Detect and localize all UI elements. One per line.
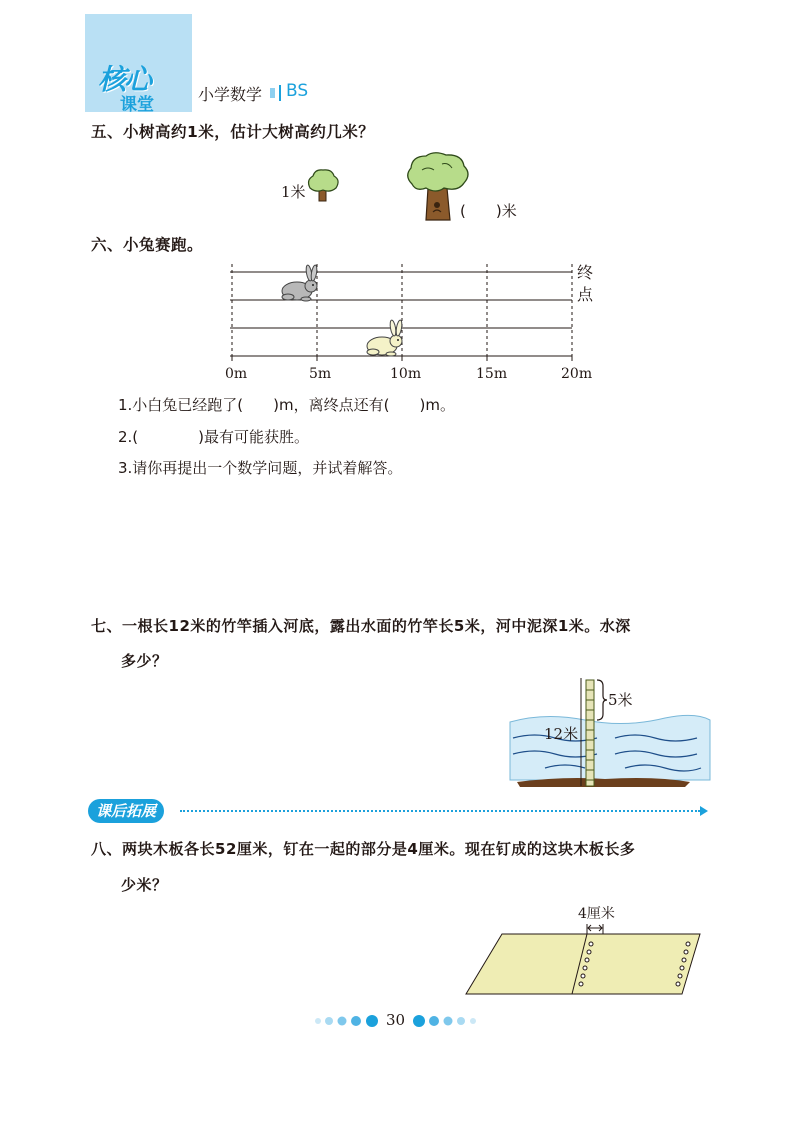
q7-title-line1: 七、一根长12米的竹竿插入河底，露出水面的竹竿长5米，河中泥深1米。水深 [91, 617, 631, 635]
tick-label-10: 10m [390, 366, 422, 382]
grey-rabbit-icon [282, 265, 318, 301]
brace-5m [597, 680, 607, 720]
page-number: 30 [386, 1011, 406, 1029]
header-divider-icon [270, 88, 275, 98]
wooden-boards-diagram [460, 918, 710, 998]
overlap-label: 4厘米 [578, 906, 615, 922]
finish-label: 终点 [577, 263, 594, 304]
big-tree-answer[interactable]: ( )米 [460, 202, 517, 220]
section-arrow-icon [700, 806, 708, 816]
header-subject: 小学数学 [198, 85, 263, 104]
header [0, 0, 800, 115]
q6-title: 六、小兔赛跑。 [91, 236, 204, 254]
q8-title-line2: 少米？ [121, 876, 168, 894]
tick-label-20: 20m [561, 366, 593, 382]
tick-label-0: 0m [225, 366, 248, 382]
header-divider-bar [279, 85, 281, 101]
footer-dots-right-icon [412, 1014, 482, 1028]
q6-subquestion-1: 1.小白兔已经跑了( )m，离终点还有( )m。 [118, 396, 455, 414]
q8-title-line1: 八、两块木板各长52厘米，钉在一起的部分是4厘米。现在钉成的这块木板长多 [91, 840, 636, 858]
tick-label-5: 5m [309, 366, 332, 382]
header-edition: BS [286, 81, 309, 101]
q6-subquestion-3: 3.请你再提出一个数学问题，并试着解答。 [118, 459, 403, 477]
q6-subquestion-2: 2.( )最有可能获胜。 [118, 428, 310, 446]
section-dotted-line [180, 810, 700, 812]
section-label: 课后拓展 [88, 799, 164, 823]
page-footer [300, 1009, 500, 1033]
footer-dots-left-icon [314, 1014, 384, 1028]
logo-text-bottom: 课堂 [120, 95, 154, 115]
small-tree-label: 1米 [281, 183, 306, 201]
section-header [88, 799, 713, 825]
label-12m: 12米 [544, 725, 579, 743]
q5-title: 五、小树高约1米，估计大树高约几米？ [91, 123, 375, 141]
logo-text-top: 核心 [98, 63, 151, 96]
label-5m: 5米 [608, 691, 633, 709]
q7-title-line2: 多少？ [121, 652, 168, 670]
tick-label-15: 15m [476, 366, 508, 382]
small-tree-icon [304, 168, 342, 204]
white-rabbit-icon [367, 320, 403, 356]
